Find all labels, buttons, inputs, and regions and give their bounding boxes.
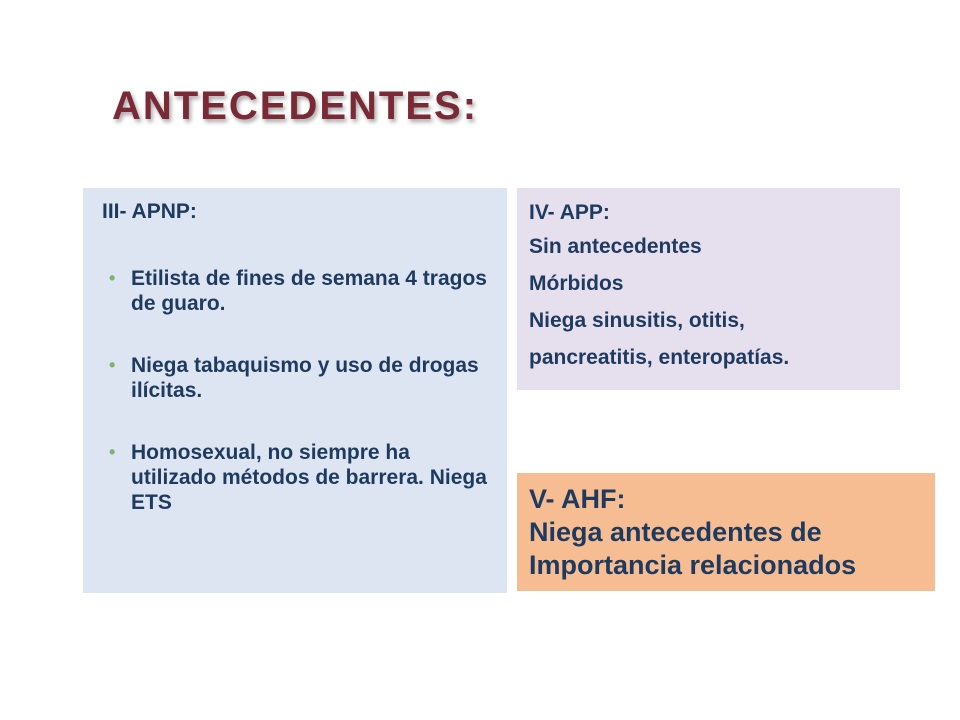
app-box (517, 188, 900, 390)
list-item-text: Etilista de fines de semana 4 tragos de guaro. (131, 267, 487, 315)
ahf-line: Importancia relacionados (529, 550, 857, 580)
list-item (107, 266, 497, 316)
ahf-heading: V- AHF: (529, 484, 626, 514)
app-line: Niega sinusitis, otitis, (529, 309, 745, 332)
bullet-icon: • (109, 442, 116, 462)
app-heading: IV- APP: (529, 201, 610, 224)
app-line: pancreatitis, enteropatías. (529, 346, 790, 369)
apnp-box (83, 188, 507, 593)
list-item-text: Homosexual, no siempre ha utilizado métodos de barrera. Niega ETS (131, 441, 487, 514)
list-item (107, 353, 497, 403)
bullet-icon: • (109, 268, 116, 288)
ahf-line: Niega antecedentes de (529, 517, 822, 547)
apnp-heading: III- APNP: (102, 200, 197, 223)
bullet-icon: • (109, 355, 116, 375)
list-item (107, 440, 497, 515)
app-line: Sin antecedentes (529, 235, 702, 258)
slide-title: ANTECEDENTES: (112, 84, 479, 128)
app-line: Mórbidos (529, 272, 624, 295)
ahf-box (517, 473, 935, 591)
apnp-list (107, 266, 497, 552)
list-item-text: Niega tabaquismo y uso de drogas ilícitas. (131, 354, 479, 402)
